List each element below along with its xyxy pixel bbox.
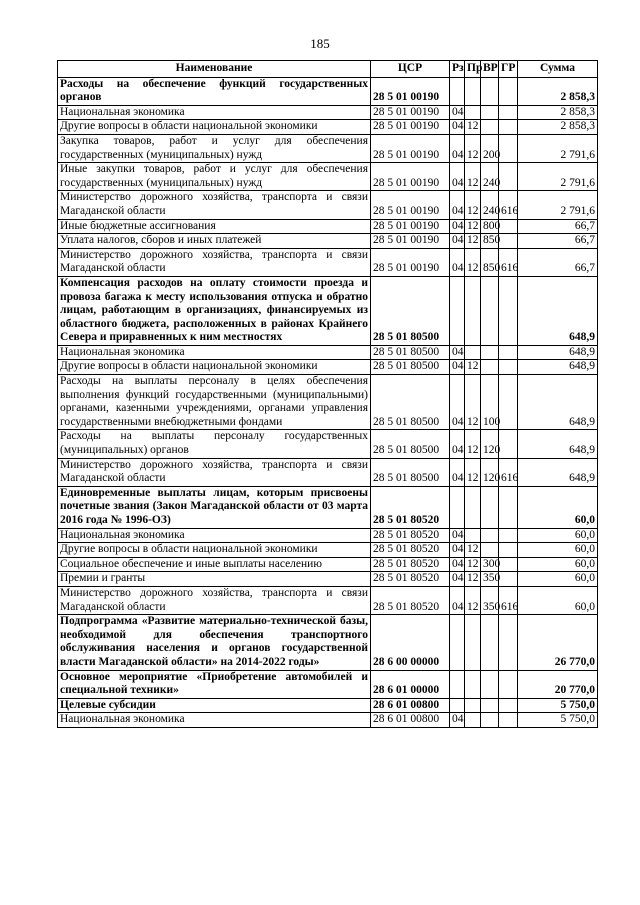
- cell-rz: 04: [450, 360, 465, 375]
- cell-code: 28 5 01 00190: [371, 219, 450, 234]
- cell-vr: [481, 120, 499, 135]
- cell-pr: [465, 698, 481, 713]
- cell-sum: 60,0: [518, 572, 598, 587]
- cell-gr: [499, 134, 518, 162]
- cell-rz: 04: [450, 543, 465, 558]
- cell-vr: [481, 77, 499, 105]
- cell-vr: [481, 486, 499, 528]
- cell-code: 28 5 01 80520: [371, 486, 450, 528]
- cell-vr: [481, 360, 499, 375]
- cell-pr: 12: [465, 360, 481, 375]
- cell-sum: 60,0: [518, 557, 598, 572]
- cell-sum: 20 770,0: [518, 670, 598, 698]
- cell-code: 28 5 01 00190: [371, 77, 450, 105]
- cell-code: 28 5 01 80500: [371, 276, 450, 345]
- cell-pr: [465, 528, 481, 543]
- cell-name: Подпрограмма «Развитие материально-технической базы, необходимой для обеспечения транспортного обслуживания населения и органов государственной власти Магаданской области» на 2014-2022 годы»: [58, 615, 371, 670]
- cell-vr: 350: [481, 586, 499, 614]
- cell-name: Основное мероприятие «Приобретение автомобилей и специальной техники»: [58, 670, 371, 698]
- cell-rz: 04: [450, 219, 465, 234]
- cell-rz: 04: [450, 163, 465, 191]
- cell-vr: 850: [481, 234, 499, 249]
- table-row: [58, 276, 598, 345]
- cell-vr: 300: [481, 557, 499, 572]
- header-pr: Пр: [465, 61, 481, 78]
- cell-sum: 648,9: [518, 375, 598, 430]
- cell-name: Министерство дорожного хозяйства, транспорта и связи Магаданской области: [58, 248, 371, 276]
- cell-vr: 120: [481, 458, 499, 486]
- cell-pr: [465, 713, 481, 728]
- table-row: [58, 345, 598, 360]
- cell-vr: 800: [481, 219, 499, 234]
- table-row: [58, 430, 598, 458]
- table-row: [58, 134, 598, 162]
- cell-name: Министерство дорожного хозяйства, транспорта и связи Магаданской области: [58, 586, 371, 614]
- cell-vr: 350: [481, 572, 499, 587]
- cell-vr: 240: [481, 163, 499, 191]
- cell-sum: 648,9: [518, 430, 598, 458]
- cell-pr: 12: [465, 586, 481, 614]
- cell-gr: [499, 486, 518, 528]
- cell-name: Уплата налогов, сборов и иных платежей: [58, 234, 371, 249]
- cell-rz: [450, 276, 465, 345]
- table-row: [58, 615, 598, 670]
- cell-gr: [499, 572, 518, 587]
- cell-name: Министерство дорожного хозяйства, транспорта и связи Магаданской области: [58, 458, 371, 486]
- cell-sum: 2 791,6: [518, 191, 598, 219]
- cell-sum: 60,0: [518, 486, 598, 528]
- cell-gr: [499, 105, 518, 120]
- cell-code: 28 5 01 80500: [371, 458, 450, 486]
- cell-rz: [450, 486, 465, 528]
- cell-code: 28 5 01 80520: [371, 543, 450, 558]
- cell-rz: 04: [450, 430, 465, 458]
- cell-sum: 60,0: [518, 543, 598, 558]
- cell-rz: 04: [450, 248, 465, 276]
- cell-code: 28 5 01 80500: [371, 345, 450, 360]
- cell-gr: [499, 543, 518, 558]
- cell-name: Расходы на выплаты персоналу государственных (муниципальных) органов: [58, 430, 371, 458]
- table-row: [58, 234, 598, 249]
- cell-code: 28 6 00 00000: [371, 615, 450, 670]
- cell-pr: 12: [465, 191, 481, 219]
- cell-sum: 26 770,0: [518, 615, 598, 670]
- cell-gr: [499, 219, 518, 234]
- cell-code: 28 6 01 00000: [371, 670, 450, 698]
- table-row: [58, 557, 598, 572]
- cell-pr: 12: [465, 120, 481, 135]
- table-row: [58, 528, 598, 543]
- cell-rz: 04: [450, 345, 465, 360]
- cell-gr: 616: [499, 248, 518, 276]
- cell-code: 28 5 01 80500: [371, 430, 450, 458]
- cell-vr: [481, 698, 499, 713]
- table-row: [58, 105, 598, 120]
- cell-vr: [481, 105, 499, 120]
- table-row: [58, 698, 598, 713]
- cell-gr: [499, 234, 518, 249]
- cell-gr: [499, 670, 518, 698]
- header-sum: Сумма: [518, 61, 598, 78]
- cell-rz: 04: [450, 191, 465, 219]
- cell-pr: [465, 615, 481, 670]
- cell-name: Национальная экономика: [58, 528, 371, 543]
- table-row: [58, 670, 598, 698]
- cell-sum: 2 858,3: [518, 120, 598, 135]
- table-row: [58, 586, 598, 614]
- cell-gr: [499, 557, 518, 572]
- cell-name: Расходы на обеспечение функций государственных органов: [58, 77, 371, 105]
- cell-code: 28 5 01 00190: [371, 105, 450, 120]
- cell-name: Целевые субсидии: [58, 698, 371, 713]
- cell-pr: [465, 276, 481, 345]
- cell-rz: 04: [450, 572, 465, 587]
- cell-rz: 04: [450, 713, 465, 728]
- cell-pr: [465, 105, 481, 120]
- cell-rz: [450, 670, 465, 698]
- cell-gr: 616: [499, 586, 518, 614]
- cell-rz: 04: [450, 375, 465, 430]
- cell-name: Премии и гранты: [58, 572, 371, 587]
- cell-name: Иные бюджетные ассигнования: [58, 219, 371, 234]
- cell-gr: 616: [499, 191, 518, 219]
- cell-pr: 12: [465, 234, 481, 249]
- cell-name: Единовременные выплаты лицам, которым присвоены почетные звания (Закон Магаданской области от 03 марта 2016 года № 1996-ОЗ): [58, 486, 371, 528]
- cell-vr: 200: [481, 134, 499, 162]
- cell-vr: [481, 276, 499, 345]
- cell-pr: 12: [465, 458, 481, 486]
- cell-name: Национальная экономика: [58, 105, 371, 120]
- cell-gr: [499, 713, 518, 728]
- header-vr: ВР: [481, 61, 499, 78]
- cell-pr: 12: [465, 572, 481, 587]
- cell-name: Расходы на выплаты персоналу в целях обеспечения выполнения функций государственными (муниципальными) органами, казенными учреждениями, органами управления государственными внебюджетными фондами: [58, 375, 371, 430]
- cell-rz: [450, 615, 465, 670]
- cell-sum: 66,7: [518, 234, 598, 249]
- table-row: [58, 120, 598, 135]
- cell-pr: 12: [465, 134, 481, 162]
- cell-code: 28 5 01 80520: [371, 586, 450, 614]
- cell-name: Другие вопросы в области национальной экономики: [58, 543, 371, 558]
- cell-code: 28 5 01 00190: [371, 191, 450, 219]
- cell-code: 28 5 01 00190: [371, 134, 450, 162]
- cell-vr: [481, 713, 499, 728]
- header-rz: Рз: [450, 61, 465, 78]
- cell-gr: [499, 345, 518, 360]
- cell-gr: [499, 615, 518, 670]
- table-row: [58, 191, 598, 219]
- cell-code: 28 6 01 00800: [371, 698, 450, 713]
- cell-pr: 12: [465, 557, 481, 572]
- cell-sum: 5 750,0: [518, 713, 598, 728]
- table-row: [58, 219, 598, 234]
- cell-vr: [481, 543, 499, 558]
- cell-name: Иные закупки товаров, работ и услуг для обеспечения государственных (муниципальных) нужд: [58, 163, 371, 191]
- cell-rz: 04: [450, 586, 465, 614]
- table-row: [58, 458, 598, 486]
- cell-name: Социальное обеспечение и иные выплаты населению: [58, 557, 371, 572]
- cell-sum: 2 858,3: [518, 77, 598, 105]
- cell-rz: 04: [450, 557, 465, 572]
- cell-sum: 2 858,3: [518, 105, 598, 120]
- cell-pr: [465, 345, 481, 360]
- header-name: Наименование: [58, 61, 371, 78]
- cell-pr: 12: [465, 375, 481, 430]
- cell-vr: [481, 615, 499, 670]
- cell-name: Другие вопросы в области национальной экономики: [58, 360, 371, 375]
- cell-sum: 60,0: [518, 586, 598, 614]
- cell-sum: 648,9: [518, 458, 598, 486]
- table-body: [58, 77, 598, 727]
- cell-sum: 66,7: [518, 219, 598, 234]
- cell-gr: [499, 163, 518, 191]
- cell-pr: [465, 486, 481, 528]
- cell-sum: 648,9: [518, 276, 598, 345]
- cell-sum: 2 791,6: [518, 163, 598, 191]
- cell-rz: 04: [450, 528, 465, 543]
- table-row: [58, 572, 598, 587]
- cell-code: 28 5 01 00190: [371, 120, 450, 135]
- cell-code: 28 5 01 80520: [371, 557, 450, 572]
- cell-vr: 850: [481, 248, 499, 276]
- cell-gr: 616: [499, 458, 518, 486]
- cell-code: 28 5 01 80500: [371, 375, 450, 430]
- cell-gr: [499, 375, 518, 430]
- cell-rz: 04: [450, 134, 465, 162]
- cell-vr: [481, 670, 499, 698]
- cell-vr: 120: [481, 430, 499, 458]
- table-row: [58, 248, 598, 276]
- cell-sum: 648,9: [518, 345, 598, 360]
- table-row: [58, 163, 598, 191]
- cell-rz: 04: [450, 120, 465, 135]
- cell-pr: 12: [465, 163, 481, 191]
- table-row: [58, 77, 598, 105]
- cell-code: 28 5 01 80520: [371, 528, 450, 543]
- cell-vr: 240: [481, 191, 499, 219]
- cell-rz: [450, 698, 465, 713]
- cell-gr: [499, 77, 518, 105]
- cell-pr: 12: [465, 219, 481, 234]
- cell-code: 28 5 01 00190: [371, 163, 450, 191]
- cell-rz: [450, 77, 465, 105]
- cell-pr: 12: [465, 248, 481, 276]
- cell-sum: 2 791,6: [518, 134, 598, 162]
- header-gr: ГР: [499, 61, 518, 78]
- cell-vr: [481, 528, 499, 543]
- cell-gr: [499, 120, 518, 135]
- table-row: [58, 360, 598, 375]
- cell-code: 28 5 01 80500: [371, 360, 450, 375]
- cell-name: Другие вопросы в области национальной экономики: [58, 120, 371, 135]
- cell-sum: 60,0: [518, 528, 598, 543]
- cell-sum: 66,7: [518, 248, 598, 276]
- cell-name: Министерство дорожного хозяйства, транспорта и связи Магаданской области: [58, 191, 371, 219]
- cell-gr: [499, 698, 518, 713]
- cell-code: 28 5 01 00190: [371, 248, 450, 276]
- cell-sum: 5 750,0: [518, 698, 598, 713]
- cell-name: Компенсация расходов на оплату стоимости проезда и провоза багажа к месту использования отпуска и обратно лицам, работающим в организациях, финансируемых из областного бюджета, расположенных в районах Крайнего Севера и приравненных к ним местностях: [58, 276, 371, 345]
- cell-pr: [465, 77, 481, 105]
- cell-code: 28 5 01 80520: [371, 572, 450, 587]
- cell-gr: [499, 360, 518, 375]
- cell-name: Национальная экономика: [58, 345, 371, 360]
- cell-pr: 12: [465, 430, 481, 458]
- header-code: ЦСР: [371, 61, 450, 78]
- cell-gr: [499, 528, 518, 543]
- cell-rz: 04: [450, 234, 465, 249]
- cell-gr: [499, 430, 518, 458]
- cell-code: 28 6 01 00800: [371, 713, 450, 728]
- table-row: [58, 713, 598, 728]
- cell-vr: 100: [481, 375, 499, 430]
- cell-name: Национальная экономика: [58, 713, 371, 728]
- budget-table: [57, 60, 598, 728]
- cell-pr: [465, 670, 481, 698]
- cell-code: 28 5 01 00190: [371, 234, 450, 249]
- cell-pr: 12: [465, 543, 481, 558]
- table-header-row: [58, 61, 598, 78]
- cell-rz: 04: [450, 458, 465, 486]
- cell-name: Закупка товаров, работ и услуг для обеспечения государственных (муниципальных) нужд: [58, 134, 371, 162]
- table-row: [58, 543, 598, 558]
- cell-vr: [481, 345, 499, 360]
- page-number: 185: [310, 36, 330, 51]
- cell-rz: 04: [450, 105, 465, 120]
- cell-gr: [499, 276, 518, 345]
- cell-sum: 648,9: [518, 360, 598, 375]
- table-row: [58, 375, 598, 430]
- table-row: [58, 486, 598, 528]
